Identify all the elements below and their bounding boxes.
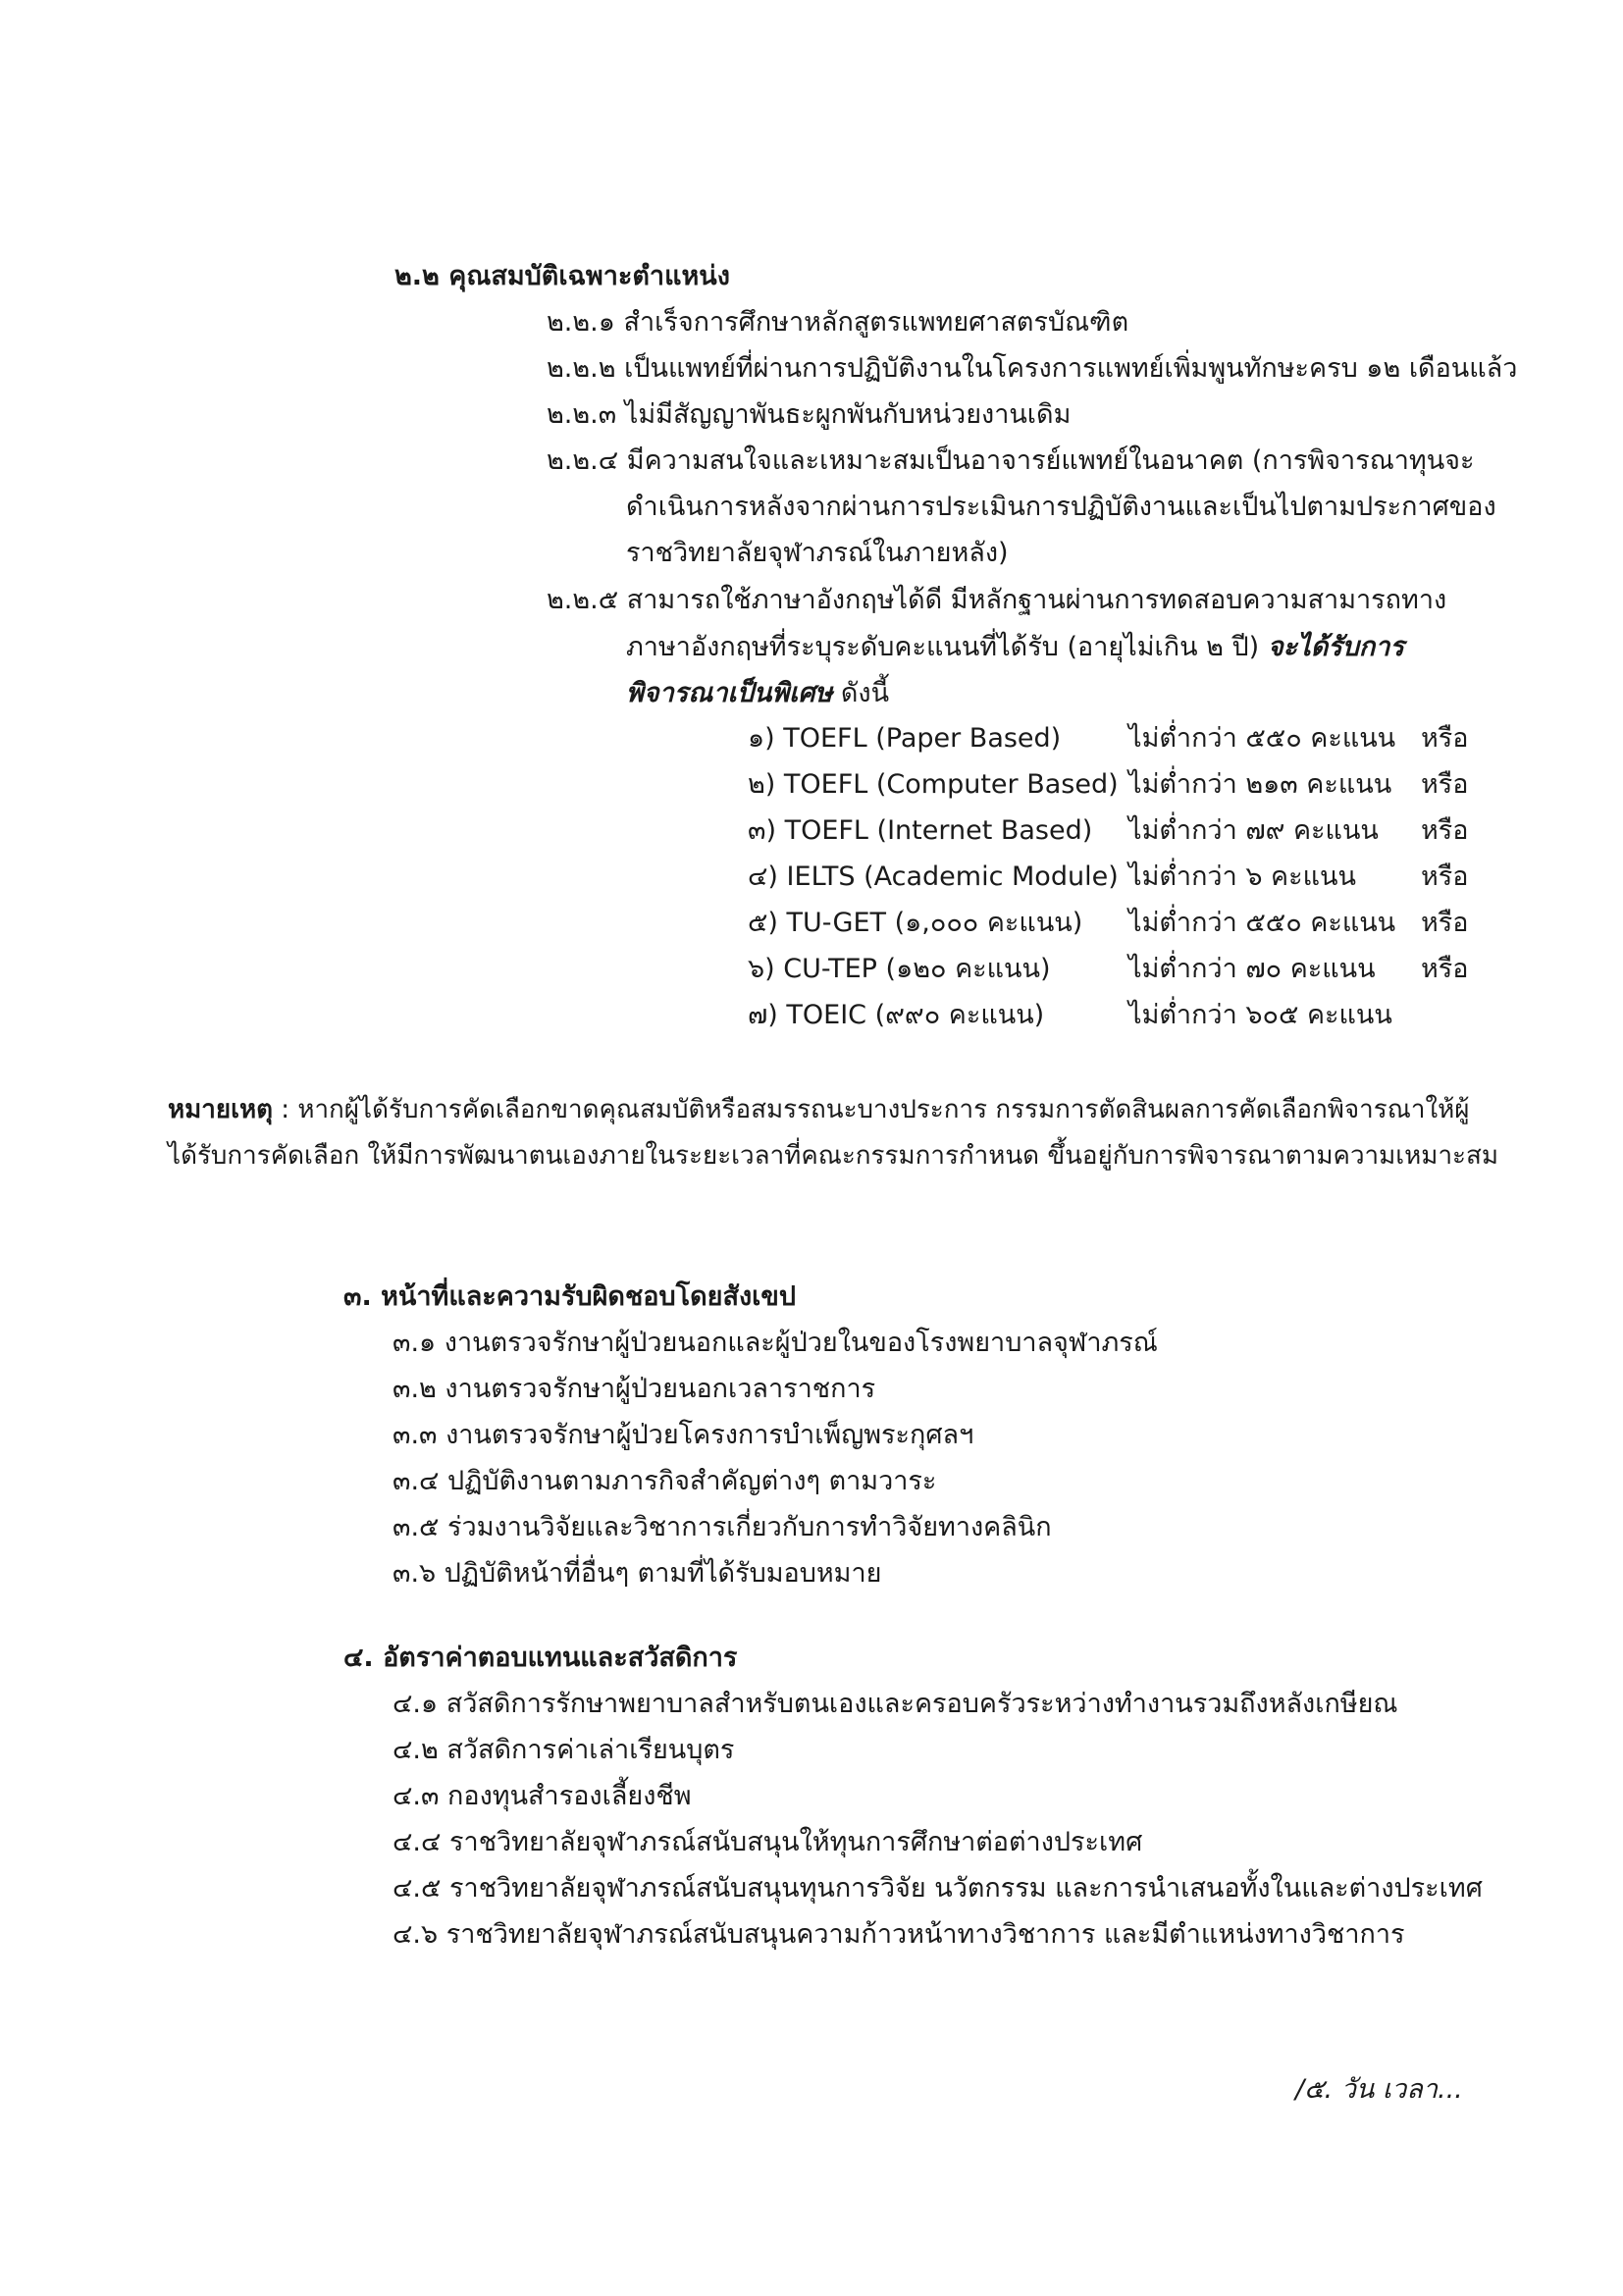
- note-line1: [168, 1090, 1470, 1129]
- test-min-score: ไม่ต่ำกว่า ๕๕๐ คะแนน: [1128, 723, 1396, 754]
- item-2-2-5-line3-text: ดังนี้: [832, 678, 890, 708]
- test-or: หรือ: [1421, 861, 1469, 892]
- test-or: หรือ: [1421, 769, 1469, 800]
- item-3-4: ๓.๔ ปฏิบัติงานตามภารกิจสำคัญต่างๆ ตามวาระ: [393, 1466, 937, 1496]
- test-name: ๓) TOEFL (Internet Based): [748, 815, 1093, 846]
- test-or: หรือ: [1421, 954, 1469, 984]
- test-min-score: ไม่ต่ำกว่า ๒๑๓ คะแนน: [1128, 769, 1392, 800]
- test-or: หรือ: [1421, 908, 1469, 938]
- item-2-2-5-line2-text: ภาษาอังกฤษที่ระบุระดับคะแนนที่ได้รับ (อายุไม่เกิน ๒ ปี): [626, 632, 1268, 662]
- item-2-2-5-emphasis-1: จะได้รับการ: [1267, 632, 1404, 662]
- section-4-heading: ๔. อัตราค่าตอบแทนและสวัสดิการ: [343, 1643, 738, 1673]
- test-min-score: ไม่ต่ำกว่า ๗๙ คะแนน: [1128, 815, 1379, 846]
- item-2-2-5-line3: [626, 674, 889, 713]
- item-2-2-5-line2: [626, 628, 1404, 667]
- item-2-2-3: ๒.๒.๓ ไม่มีสัญญาพันธะผูกพันกับหน่วยงานเดิม: [547, 399, 1072, 430]
- item-2-2-5-emphasis-2: พิจารณาเป็นพิเศษ: [626, 678, 833, 708]
- item-4-2: ๔.๒ สวัสดิการค่าเล่าเรียนบุตร: [393, 1735, 735, 1765]
- test-name: ๑) TOEFL (Paper Based): [748, 723, 1062, 754]
- test-name: ๔) IELTS (Academic Module): [748, 861, 1119, 892]
- item-3-3: ๓.๓ งานตรวจรักษาผู้ป่วยโครงการบำเพ็ญพระกุศลฯ: [393, 1420, 974, 1450]
- test-or: หรือ: [1421, 815, 1469, 846]
- item-3-5: ๓.๕ ร่วมงานวิจัยและวิชาการเกี่ยวกับการทำวิจัยทางคลินิก: [393, 1512, 1052, 1542]
- item-3-6: ๓.๖ ปฏิบัติหน้าที่อื่นๆ ตามที่ได้รับมอบหมาย: [393, 1558, 882, 1589]
- test-name: ๗) TOEIC (๙๙๐ คะแนน): [748, 1000, 1045, 1030]
- item-2-2-4-line1: ๒.๒.๔ มีความสนใจและเหมาะสมเป็นอาจารย์แพทย์ในอนาคต (การพิจารณาทุนจะ: [547, 445, 1475, 476]
- item-4-5: ๔.๕ ราชวิทยาลัยจุฬาภรณ์สนับสนุนทุนการวิจัย นวัตกรรม และการนำเสนอทั้งในและต่างประเทศ: [393, 1873, 1483, 1904]
- item-2-2-4-line3: ราชวิทยาลัยจุฬาภรณ์ในภายหลัง): [626, 538, 1009, 568]
- item-4-4: ๔.๔ ราชวิทยาลัยจุฬาภรณ์สนับสนุนให้ทุนการศึกษาต่อต่างประเทศ: [393, 1827, 1143, 1857]
- page-continuation: /๕. วัน เวลา...: [1295, 2074, 1463, 2105]
- item-3-2: ๓.๒ งานตรวจรักษาผู้ป่วยนอกเวลาราชการ: [393, 1374, 876, 1404]
- test-min-score: ไม่ต่ำกว่า ๕๕๐ คะแนน: [1128, 908, 1396, 938]
- test-name: ๖) CU-TEP (๑๒๐ คะแนน): [748, 954, 1051, 984]
- test-name: ๕) TU-GET (๑,๐๐๐ คะแนน): [748, 908, 1083, 938]
- test-name: ๒) TOEFL (Computer Based): [748, 769, 1119, 800]
- note-line2: ได้รับการคัดเลือก ให้มีการพัฒนาตนเองภายในระยะเวลาที่คณะกรรมการกำหนด ขึ้นอยู่กับการพิจารณาตามความเหมาะสม: [168, 1141, 1499, 1171]
- test-min-score: ไม่ต่ำกว่า ๖๐๕ คะแนน: [1128, 1000, 1392, 1030]
- item-2-2-4-line2: ดำเนินการหลังจากผ่านการประเมินการปฏิบัติงานและเป็นไปตามประกาศของ: [626, 492, 1496, 522]
- test-min-score: ไม่ต่ำกว่า ๗๐ คะแนน: [1128, 954, 1376, 984]
- item-3-1: ๓.๑ งานตรวจรักษาผู้ป่วยนอกและผู้ป่วยในของโรงพยาบาลจุฬาภรณ์: [393, 1328, 1158, 1358]
- note-label: หมายเหตุ: [168, 1095, 274, 1124]
- item-2-2-5-line1: ๒.๒.๕ สามารถใช้ภาษาอังกฤษได้ดี มีหลักฐานผ่านการทดสอบความสามารถทาง: [547, 585, 1447, 615]
- test-min-score: ไม่ต่ำกว่า ๖ คะแนน: [1128, 861, 1356, 892]
- item-4-1: ๔.๑ สวัสดิการรักษาพยาบาลสำหรับตนเองและครอบครัวระหว่างทำงานรวมถึงหลังเกษียณ: [393, 1689, 1398, 1719]
- item-2-2-1: ๒.๒.๑ สำเร็จการศึกษาหลักสูตรแพทยศาสตรบัณฑิต: [547, 307, 1129, 338]
- section-3-heading: ๓. หน้าที่และความรับผิดชอบโดยสังเขป: [343, 1281, 796, 1312]
- item-4-6: ๔.๖ ราชวิทยาลัยจุฬาภรณ์สนับสนุนความก้าวหน้าทางวิชาการ และมีตำแหน่งทางวิชาการ: [393, 1919, 1405, 1950]
- section-2-2-heading: ๒.๒ คุณสมบัติเฉพาะตำแหน่ง: [394, 261, 730, 291]
- item-2-2-2: ๒.๒.๒ เป็นแพทย์ที่ผ่านการปฏิบัติงานในโครงการแพทย์เพิ่มพูนทักษะครบ ๑๒ เดือนแล้ว: [547, 353, 1518, 384]
- item-4-3: ๔.๓ กองทุนสำรองเลี้ยงชีพ: [393, 1781, 692, 1811]
- test-or: หรือ: [1421, 723, 1469, 754]
- note-text-1: : หากผู้ได้รับการคัดเลือกขาดคุณสมบัติหรือสมรรถนะบางประการ กรรมการตัดสินผลการคัดเลือกพิจารณาให้ผู้: [273, 1095, 1470, 1124]
